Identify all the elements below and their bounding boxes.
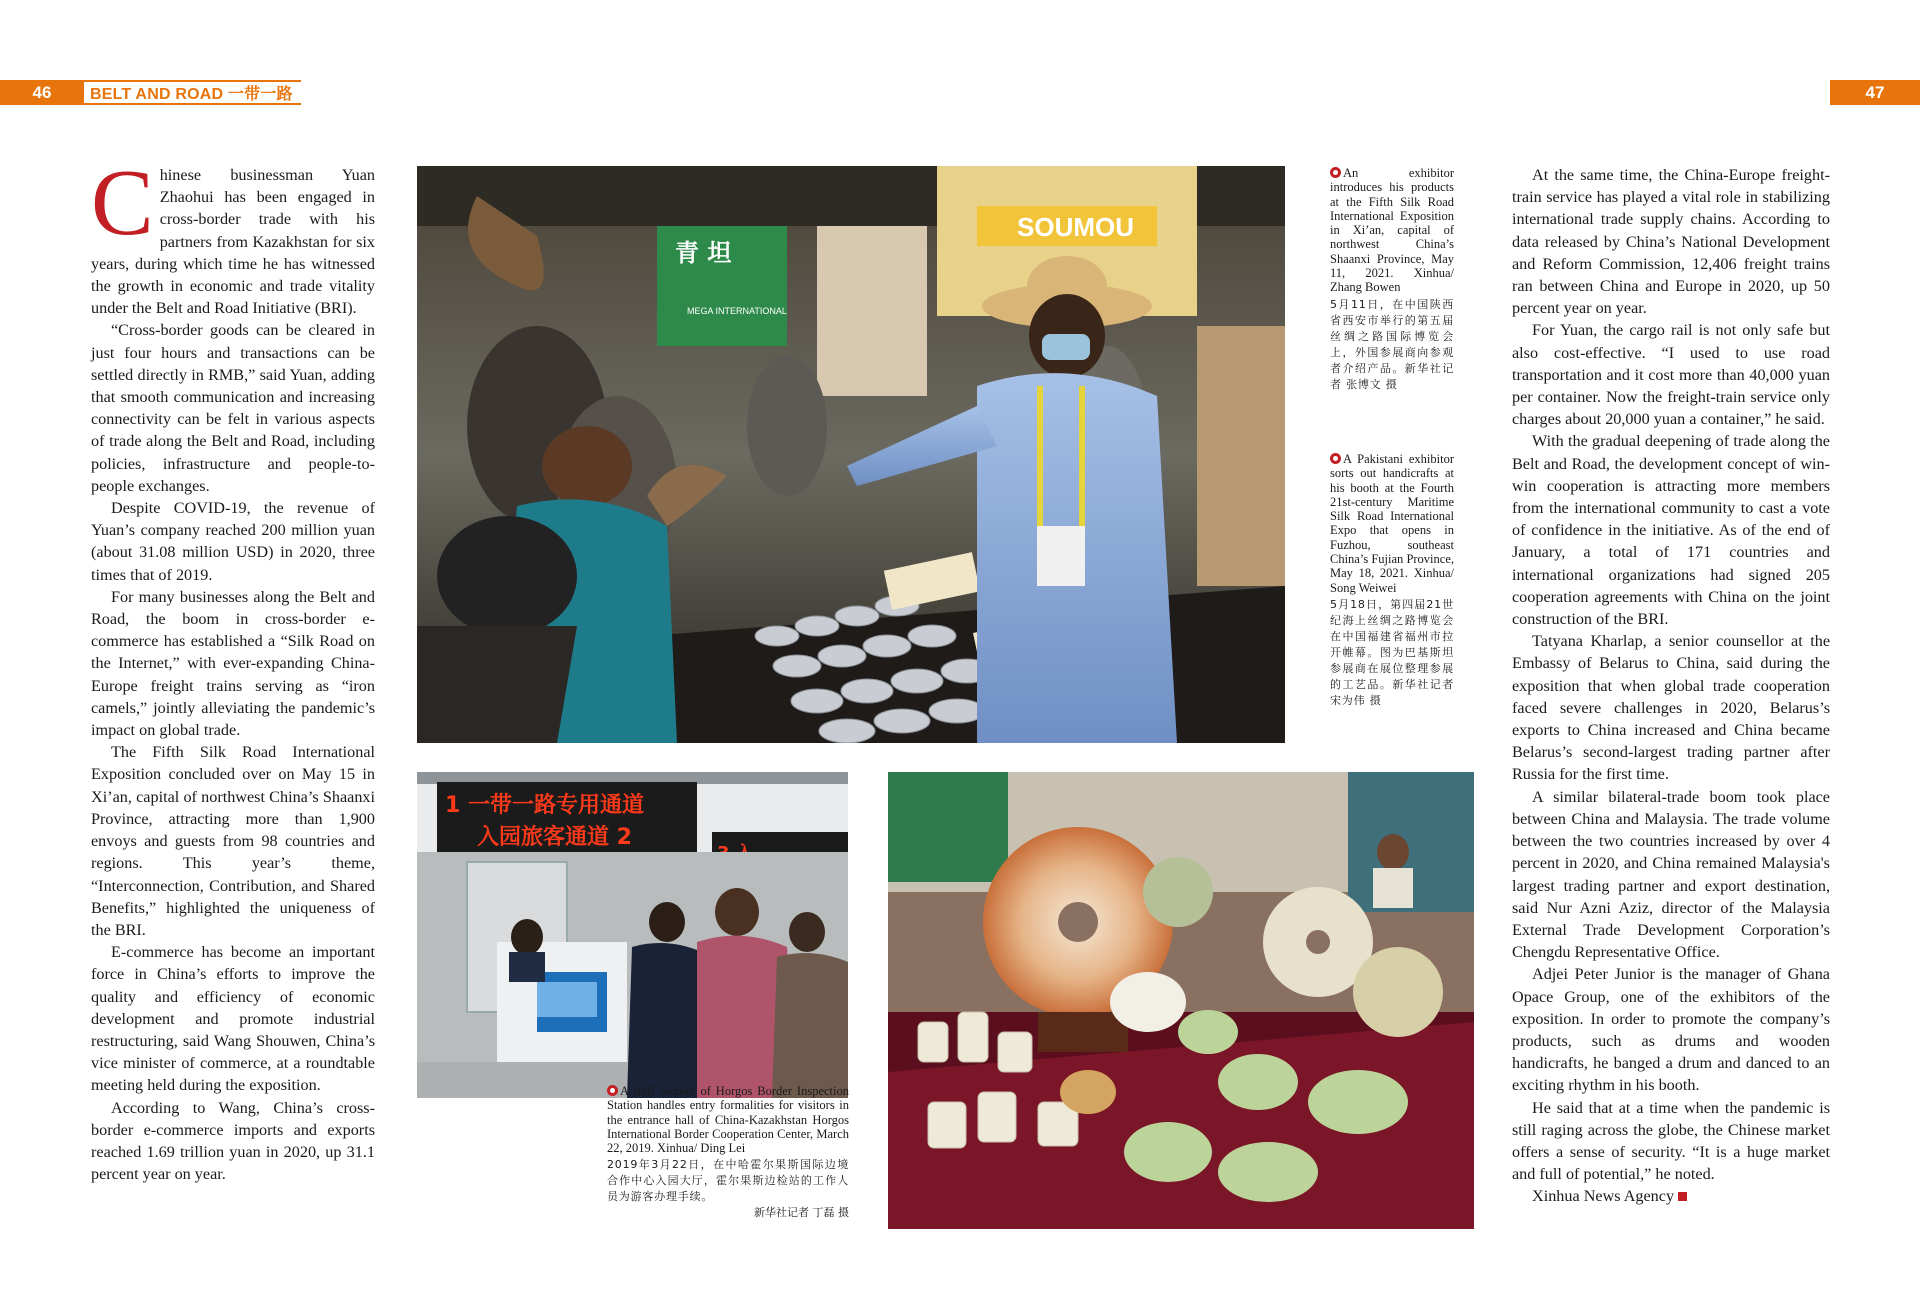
article-paragraph: With the gradual deepening of trade along the Belt and Road, the development concept of win-win cooperation is attracting more members from the international community to cast a vote of confidence in the initiative. As of the end of January, a total of 171 countries and international organizations had signed 205 cooperation agreements with China on the joint construction of the BRI. [1512,432,1830,629]
booth-sign-green: 青 坦 [675,239,732,267]
article-paragraph: A similar bilateral-trade boom took place between China and Malaysia. The trade volume between the two countries increased by over 4 percent in 2020, and China remained Malaysia's largest trading partner and export destination, said Nur Azni Aziz, director of the Malaysia External Trade Development Corporation’s Chengdu Representative Office. [1512,787,1830,962]
caption-bullet-icon [1330,167,1341,178]
caption-photo-exhibitor: An exhibitor introduces his products at the Fifth Silk Road International Exposition in Xi’an, capital of northwest China’s Shaanxi Province, May 11, 2021. Xinhua/ Zhang Bowen 5月11日，在中国陕西省西安市举行的第五届丝绸之路国际博览会上，外国参展商向参观者介绍产品。新华社记者 张博文 摄 [1330,166,1454,391]
article-paragraph: According to Wang, China’s cross-border e-commerce imports and exports reached 1.69 trillion yuan in 2020, up 31.1 percent year on year. [91,1098,375,1184]
caption-chinese: 5月18日，第四届21世纪海上丝绸之路博览会在中国福建省福州市拉开帷幕。图为巴基斯坦参展商在展位整理参展的工艺品。新华社记者 宋为伟 摄 [1330,597,1454,707]
article-paragraph: He said that at a time when the pandemic is still raging across the globe, the Chinese market offers a sense of security. “It is a huge market and full of potential,” he noted. [1512,1098,1830,1184]
article-paragraph: For Yuan, the cargo rail is not only safe but also cost-effective. “I used to use road transportation and it cost more than 40,000 yuan per container. Now the freight-train service only charges about 20,000 yuan a container,” he said. [1512,321,1830,429]
photo-exhibitor-expo [417,166,1285,743]
left-page-number: 46 [0,80,84,105]
article-column-right [1512,164,1830,1208]
lane-sign-1: 1 一带一路专用通道 [445,793,644,818]
article-paragraph: E-commerce has become an important force in China’s efforts to improve the quality and efficiency of economic development and promote industrial restructuring, said Wang Shouwen, China’s vice minister of commerce, at a roundtable meeting held during the exposition. [91,943,375,1095]
right-page-number: 47 [1830,80,1920,105]
article-paragraph: “Cross-border goods can be cleared in just four hours and transactions can be settled directly in RMB,” said Yuan, adding that smooth communication and increasing connectivity can be felt in various aspects of trade along the Belt and Road, including policies, infrastructure and people-to-people exchanges. [91,321,375,495]
booth-sign-yellow: SOUMOU [1017,212,1134,242]
caption-bullet-icon [1330,453,1341,464]
caption-photo-handicrafts: A Pakistani exhibitor sorts out handicrafts at his booth at the Fourth 21st-century Maritime Silk Road International Expo that opens in Fuzhou, southeast China’s Fujian Province, May 18, 2021. Xinhua/ Song Weiwei 5月18日，第四届21世纪海上丝绸之路博览会在中国福建省福州市拉开帷幕。图为巴基斯坦参展商在展位整理参展的工艺品。新华社记者 宋为伟 摄 [1330,452,1454,707]
article-paragraph: Chinese businessman Yuan Zhaohui has been engaged in cross-border trade with his partners from Kazakhstan for six years, during which time he has witnessed the growth in economic and trade vitality under the Belt and Road Initiative (BRI). [91,151,375,318]
article-paragraph: Despite COVID-19, the revenue of Yuan’s company reached 200 million yuan (about 31.08 million USD) in 2020, three times that of 2019. [91,499,375,584]
left-page-header [0,80,301,105]
caption-credit: 新华社记者 丁磊 摄 [754,1206,849,1220]
booth-sign-sub: MEGA INTERNATIONAL [687,306,787,316]
dropcap: C [91,151,154,255]
article-paragraph: Tatyana Kharlap, a senior counsellor at the Embassy of Belarus to China, said during the exposition that when global trade cooperation faced severe challenges in 2020, Belarus’s exports to China increased and China became Belarus’s second-largest trading partner after Russia for the first time. [1512,632,1830,784]
caption-chinese: 5月11日，在中国陕西省西安市举行的第五届丝绸之路国际博览会上，外国参展商向参观者介绍产品。新华社记者 张博文 摄 [1330,297,1454,391]
end-mark-icon [1678,1192,1687,1201]
article-paragraph: At the same time, the China-Europe freight-train service has played a vital role in stabilizing international trade supply chains. According to data released by China’s National Development and Reform Commission, 12,406 freight trains ran between China and Europe in 2020, up 50 percent year on year. [1512,166,1830,318]
section-title: BELT AND ROAD 一带一路 [84,80,301,105]
caption-bullet-icon [607,1085,618,1096]
photo-handicrafts [888,772,1474,1229]
article-paragraph: Adjei Peter Junior is the manager of Ghana Opace Group, one of the exhibitors of the exposition. In order to promote the company’s products, such as drums and wooden handicrafts, he banged a drum and danced to an exciting rhythm in his booth. [1512,965,1830,1095]
article-column-left [91,151,375,1185]
article-paragraph: For many businesses along the Belt and Road, the boom in cross-border e-commerce has established a “Silk Road on the Internet,” with ever-expanding China-Europe freight trains serving as “iron camels,” jointly alleviating the pandemic’s impact on global trade. [91,587,375,740]
caption-chinese: 2019年3月22日，在中哈霍尔果斯国际边境合作中心入园大厅，霍尔果斯边检站的工作人员为游客办理手续。 [607,1158,849,1204]
lane-sign-2: 入园旅客通道 2 [477,825,632,850]
article-paragraph: The Fifth Silk Road International Exposition concluded over on May 15 in Xi’an, capital of northwest China’s Shaanxi Province, attracting more than 1,900 envoys and guests from 98 countries and regions. This year’s theme, “Interconnection, Contribution, and Shared Benefits,” highlighted the uniqueness of the BRI. [91,743,375,939]
article-signoff: Xinhua News Agency [1512,1185,1830,1207]
caption-photo-border: A staff worker of Horgos Border Inspection Station handles entry formalities for visitors in the entrance hall of China-Kazakhstan Horgos International Border Cooperation Center, March 22, 2019. Xinhua/ Ding Lei 2019年3月22日，在中哈霍尔果斯国际边境合作中心入园大厅，霍尔果斯边检站的工作人员为游客办理手续。 新华社记者 丁磊 摄 [607,1084,849,1220]
photo-border-station [417,772,848,1098]
